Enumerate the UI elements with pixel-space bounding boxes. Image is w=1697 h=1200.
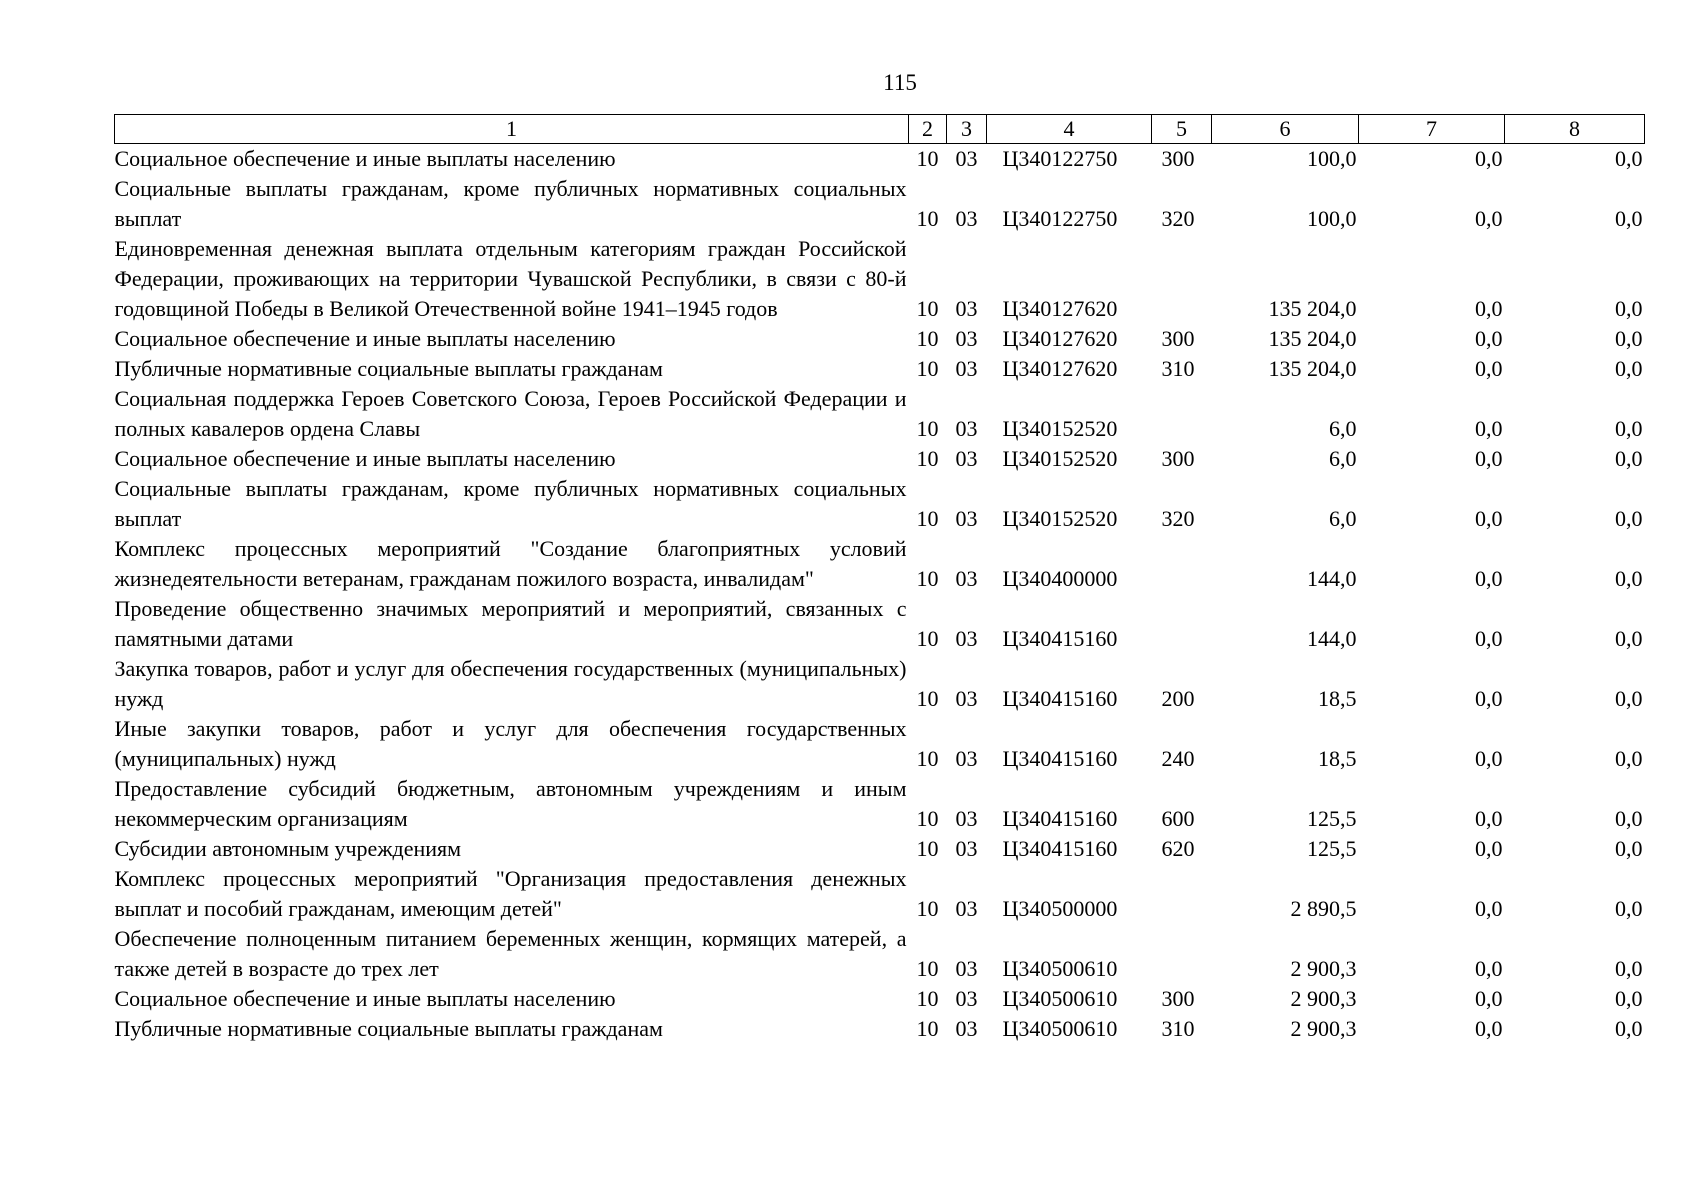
- subsection-code-cell: 03: [955, 836, 978, 861]
- row-name-cell: Социальное обеспечение и иные выплаты населению: [114, 146, 616, 171]
- amount-col6-cell: 144,0: [1307, 626, 1357, 651]
- amount-col8-cell: 0,0: [1615, 626, 1643, 651]
- amount-col7-cell: 0,0: [1475, 626, 1503, 651]
- subsection-code-cell: 03: [955, 326, 978, 351]
- amount-col8-cell: 0,0: [1615, 416, 1643, 441]
- row-name-cell: Комплекс процессных мероприятий "Организация предоставления денежных выплат и пособий гражданам, имеющим детей": [114, 866, 907, 921]
- amount-col6-cell: 6,0: [1329, 506, 1357, 531]
- section-code-cell: 10: [916, 506, 939, 531]
- table-row: [115, 174, 1645, 234]
- table-row: [115, 234, 1645, 324]
- amount-col7-cell: 0,0: [1475, 1016, 1503, 1041]
- amount-col6-cell: 144,0: [1307, 566, 1357, 591]
- row-name-cell: Публичные нормативные социальные выплаты гражданам: [114, 1016, 663, 1041]
- expense-type-cell: 300: [1161, 326, 1195, 351]
- amount-col8-cell: 0,0: [1615, 1016, 1643, 1041]
- table-row: [115, 1014, 1645, 1044]
- section-code-cell: 10: [916, 1016, 939, 1041]
- header-cell-7: 7: [1359, 115, 1505, 144]
- expense-type-cell: 300: [1161, 986, 1195, 1011]
- target-article-cell: Ц340500000: [1002, 896, 1118, 921]
- expense-type-cell: 240: [1161, 746, 1195, 771]
- subsection-code-cell: 03: [955, 566, 978, 591]
- amount-col6-cell: 125,5: [1307, 806, 1357, 831]
- amount-col8-cell: 0,0: [1615, 746, 1643, 771]
- subsection-code-cell: 03: [955, 206, 978, 231]
- section-code-cell: 10: [916, 146, 939, 171]
- amount-col7-cell: 0,0: [1475, 506, 1503, 531]
- section-code-cell: 10: [916, 896, 939, 921]
- amount-col8-cell: 0,0: [1615, 686, 1643, 711]
- page-number: 115: [883, 70, 917, 95]
- row-name-cell: Социальное обеспечение и иные выплаты населению: [114, 326, 616, 351]
- subsection-code-cell: 03: [955, 296, 978, 321]
- subsection-code-cell: 03: [955, 1016, 978, 1041]
- section-code-cell: 10: [916, 416, 939, 441]
- subsection-code-cell: 03: [955, 686, 978, 711]
- section-code-cell: 10: [916, 956, 939, 981]
- amount-col6-cell: 2 900,3: [1290, 986, 1357, 1011]
- table-body: [115, 144, 1645, 1045]
- amount-col7-cell: 0,0: [1475, 746, 1503, 771]
- amount-col7-cell: 0,0: [1475, 356, 1503, 381]
- amount-col8-cell: 0,0: [1615, 956, 1643, 981]
- section-code-cell: 10: [916, 746, 939, 771]
- amount-col6-cell: 18,5: [1318, 746, 1357, 771]
- section-code-cell: 10: [916, 356, 939, 381]
- target-article-cell: Ц340415160: [1002, 686, 1118, 711]
- row-name-cell: Единовременная денежная выплата отдельным категориям граждан Российской Федерации, проживающих на территории Чувашской Республики, в связи с 80-й годовщиной Победы в Великой Отечественной войне 1941–1945 годов: [114, 236, 907, 321]
- section-code-cell: 10: [916, 566, 939, 591]
- row-name-cell: Иные закупки товаров, работ и услуг для обеспечения государственных (муниципальных) нужд: [114, 716, 907, 771]
- budget-table: [114, 114, 1645, 1044]
- header-cell-2: 2: [909, 115, 947, 144]
- amount-col7-cell: 0,0: [1475, 206, 1503, 231]
- expense-type-cell: [1152, 384, 1212, 444]
- expense-type-cell: 300: [1161, 146, 1195, 171]
- expense-type-cell: 300: [1161, 446, 1195, 471]
- amount-col6-cell: 135 204,0: [1268, 326, 1357, 351]
- expense-type-cell: [1152, 924, 1212, 984]
- table-row: [115, 714, 1645, 774]
- expense-type-cell: 320: [1161, 506, 1195, 531]
- amount-col8-cell: 0,0: [1615, 146, 1643, 171]
- expense-type-cell: [1152, 864, 1212, 924]
- row-name-cell: Закупка товаров, работ и услуг для обеспечения государственных (муниципальных) нужд: [114, 656, 907, 711]
- target-article-cell: Ц340400000: [1002, 566, 1118, 591]
- row-name-cell: Субсидии автономным учреждениям: [114, 836, 462, 861]
- target-article-cell: Ц340122750: [1002, 146, 1118, 171]
- target-article-cell: Ц340152520: [1002, 506, 1118, 531]
- amount-col8-cell: 0,0: [1615, 446, 1643, 471]
- target-article-cell: Ц340127620: [1002, 296, 1118, 321]
- target-article-cell: Ц340415160: [1002, 746, 1118, 771]
- section-code-cell: 10: [916, 626, 939, 651]
- header-cell-4: 4: [987, 115, 1152, 144]
- subsection-code-cell: 03: [955, 446, 978, 471]
- amount-col7-cell: 0,0: [1475, 146, 1503, 171]
- amount-col6-cell: 6,0: [1329, 446, 1357, 471]
- target-article-cell: Ц340415160: [1002, 626, 1118, 651]
- amount-col8-cell: 0,0: [1615, 836, 1643, 861]
- target-article-cell: Ц340152520: [1002, 416, 1118, 441]
- header-cell-8: 8: [1505, 115, 1645, 144]
- subsection-code-cell: 03: [955, 896, 978, 921]
- amount-col8-cell: 0,0: [1615, 806, 1643, 831]
- row-name-cell: Социальные выплаты гражданам, кроме публичных нормативных социальных выплат: [114, 476, 907, 531]
- amount-col8-cell: 0,0: [1615, 896, 1643, 921]
- amount-col7-cell: 0,0: [1475, 446, 1503, 471]
- section-code-cell: 10: [916, 686, 939, 711]
- subsection-code-cell: 03: [955, 986, 978, 1011]
- header-cell-3: 3: [947, 115, 987, 144]
- target-article-cell: Ц340127620: [1002, 326, 1118, 351]
- row-name-cell: Обеспечение полноценным питанием беременных женщин, кормящих матерей, а также детей в возрасте до трех лет: [114, 926, 907, 981]
- expense-type-cell: [1152, 594, 1212, 654]
- expense-type-cell: 600: [1161, 806, 1195, 831]
- target-article-cell: Ц340415160: [1002, 836, 1118, 861]
- amount-col6-cell: 100,0: [1307, 206, 1357, 231]
- amount-col6-cell: 2 900,3: [1290, 1016, 1357, 1041]
- expense-type-cell: [1152, 234, 1212, 324]
- amount-col7-cell: 0,0: [1475, 296, 1503, 321]
- subsection-code-cell: 03: [955, 146, 978, 171]
- amount-col7-cell: 0,0: [1475, 686, 1503, 711]
- table-row: [115, 984, 1645, 1014]
- header-cell-6: 6: [1212, 115, 1359, 144]
- section-code-cell: 10: [916, 836, 939, 861]
- row-name-cell: Социальные выплаты гражданам, кроме публичных нормативных социальных выплат: [114, 176, 907, 231]
- row-name-cell: Социальная поддержка Героев Советского Союза, Героев Российской Федерации и полных кавалеров ордена Славы: [114, 386, 907, 441]
- amount-col6-cell: 100,0: [1307, 146, 1357, 171]
- row-name-cell: Социальное обеспечение и иные выплаты населению: [114, 986, 616, 1011]
- amount-col7-cell: 0,0: [1475, 416, 1503, 441]
- table-row: [115, 594, 1645, 654]
- header-row: [115, 115, 1645, 144]
- subsection-code-cell: 03: [955, 746, 978, 771]
- table-row: [115, 534, 1645, 594]
- table-row: [115, 924, 1645, 984]
- expense-type-cell: 200: [1161, 686, 1195, 711]
- row-name-cell: Проведение общественно значимых мероприятий и мероприятий, связанных с памятными датами: [114, 596, 907, 651]
- subsection-code-cell: 03: [955, 626, 978, 651]
- target-article-cell: Ц340500610: [1002, 1016, 1118, 1041]
- section-code-cell: 10: [916, 296, 939, 321]
- amount-col6-cell: 135 204,0: [1268, 356, 1357, 381]
- amount-col7-cell: 0,0: [1475, 956, 1503, 981]
- subsection-code-cell: 03: [955, 806, 978, 831]
- row-name-cell: Публичные нормативные социальные выплаты гражданам: [114, 356, 663, 381]
- subsection-code-cell: 03: [955, 506, 978, 531]
- amount-col7-cell: 0,0: [1475, 896, 1503, 921]
- target-article-cell: Ц340127620: [1002, 356, 1118, 381]
- amount-col8-cell: 0,0: [1615, 566, 1643, 591]
- expense-type-cell: 310: [1161, 356, 1195, 381]
- row-name-cell: Комплекс процессных мероприятий "Создание благоприятных условий жизнедеятельности ветеранам, гражданам пожилого возраста, инвалидам": [114, 536, 907, 591]
- amount-col8-cell: 0,0: [1615, 356, 1643, 381]
- table-row: [115, 144, 1645, 175]
- amount-col7-cell: 0,0: [1475, 566, 1503, 591]
- amount-col6-cell: 2 890,5: [1290, 896, 1357, 921]
- table-row: [115, 864, 1645, 924]
- expense-type-cell: 620: [1161, 836, 1195, 861]
- amount-col6-cell: 18,5: [1318, 686, 1357, 711]
- row-name-cell: Предоставление субсидий бюджетным, автономным учреждениям и иным некоммерческим организациям: [114, 776, 907, 831]
- header-cell-5: 5: [1152, 115, 1212, 144]
- table-row: [115, 474, 1645, 534]
- target-article-cell: Ц340415160: [1002, 806, 1118, 831]
- table-row: [115, 384, 1645, 444]
- subsection-code-cell: 03: [955, 416, 978, 441]
- table-row: [115, 444, 1645, 474]
- subsection-code-cell: 03: [955, 356, 978, 381]
- expense-type-cell: 310: [1161, 1016, 1195, 1041]
- section-code-cell: 10: [916, 446, 939, 471]
- table-row: [115, 834, 1645, 864]
- amount-col7-cell: 0,0: [1475, 986, 1503, 1011]
- amount-col8-cell: 0,0: [1615, 326, 1643, 351]
- amount-col8-cell: 0,0: [1615, 296, 1643, 321]
- table-row: [115, 324, 1645, 354]
- amount-col6-cell: 2 900,3: [1290, 956, 1357, 981]
- row-name-cell: Социальное обеспечение и иные выплаты населению: [114, 446, 616, 471]
- table-row: [115, 354, 1645, 384]
- amount-col6-cell: 125,5: [1307, 836, 1357, 861]
- expense-type-cell: [1152, 534, 1212, 594]
- amount-col6-cell: 135 204,0: [1268, 296, 1357, 321]
- amount-col7-cell: 0,0: [1475, 326, 1503, 351]
- amount-col7-cell: 0,0: [1475, 836, 1503, 861]
- section-code-cell: 10: [916, 806, 939, 831]
- header-cell-1: 1: [115, 115, 909, 144]
- target-article-cell: Ц340152520: [1002, 446, 1118, 471]
- table-row: [115, 654, 1645, 714]
- amount-col8-cell: 0,0: [1615, 986, 1643, 1011]
- section-code-cell: 10: [916, 986, 939, 1011]
- section-code-cell: 10: [916, 206, 939, 231]
- section-code-cell: 10: [916, 326, 939, 351]
- amount-col8-cell: 0,0: [1615, 206, 1643, 231]
- target-article-cell: Ц340122750: [1002, 206, 1118, 231]
- amount-col7-cell: 0,0: [1475, 806, 1503, 831]
- amount-col8-cell: 0,0: [1615, 506, 1643, 531]
- amount-col6-cell: 6,0: [1329, 416, 1357, 441]
- subsection-code-cell: 03: [955, 956, 978, 981]
- target-article-cell: Ц340500610: [1002, 986, 1118, 1011]
- table-row: [115, 774, 1645, 834]
- target-article-cell: Ц340500610: [1002, 956, 1118, 981]
- expense-type-cell: 320: [1161, 206, 1195, 231]
